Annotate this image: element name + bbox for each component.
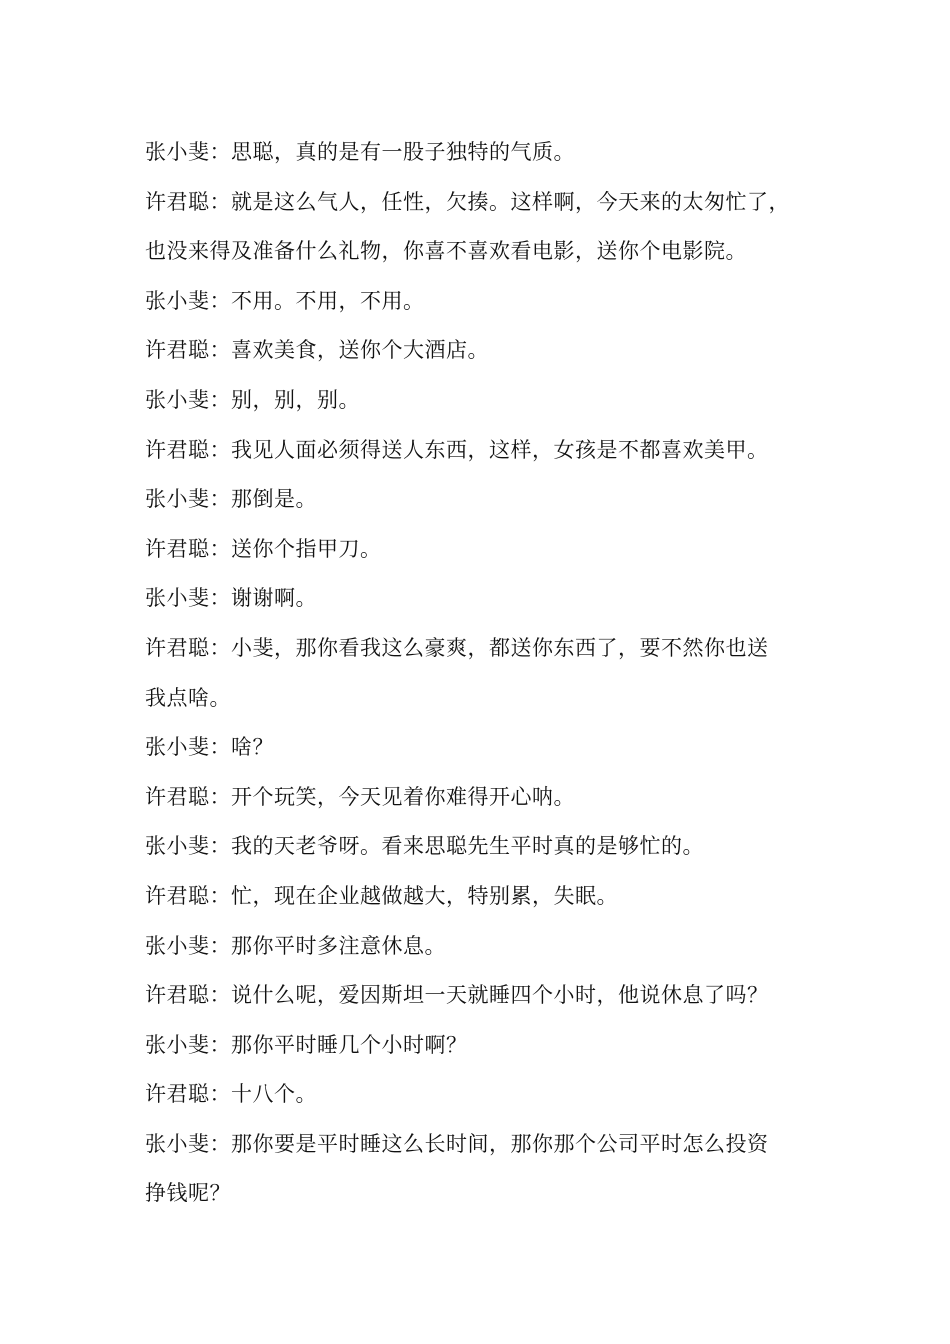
text-line: 张小斐：谢谢啊。 [145,586,317,611]
text-line: 张小斐：我的天老爷呀。看来思聪先生平时真的是够忙的。 [145,834,704,859]
dialogue-text [145,128,835,1219]
text-line: 张小斐：那你要是平时睡这么长时间，那你那个公司平时怎么投资 [145,1131,769,1156]
text-line: 许君聪：忙，现在企业越做越大，特别累，失眠。 [145,883,618,908]
text-line: 许君聪：十八个。 [145,1082,317,1107]
text-line: 许君聪：就是这么气人，任性，欠揍。这样啊，今天来的太匆忙了， [145,189,790,214]
text-line: 许君聪：送你个指甲刀。 [145,536,382,561]
text-line: 许君聪：我见人面必须得送人东西，这样，女孩是不都喜欢美甲。 [145,437,769,462]
text-line: 许君聪：说什么呢，爱因斯坦一天就睡四个小时，他说休息了吗？ [145,983,769,1008]
text-line: 张小斐：不用。不用，不用。 [145,288,425,313]
text-line: 挣钱呢？ [145,1181,231,1206]
text-line: 张小斐：啥？ [145,735,274,760]
text-line: 我点啥。 [145,685,231,710]
text-line: 许君聪：开个玩笑，今天见着你难得开心呐。 [145,784,575,809]
text-line: 张小斐：那你平时多注意休息。 [145,933,446,958]
text-line: 也没来得及准备什么礼物，你喜不喜欢看电影，送你个电影院。 [145,239,747,264]
text-line: 张小斐：那你平时睡几个小时啊？ [145,1032,468,1057]
text-line: 许君聪：小斐，那你看我这么豪爽，都送你东西了，要不然你也送 [145,635,769,660]
text-line: 许君聪：喜欢美食，送你个大酒店。 [145,338,489,363]
text-line: 张小斐：别，别，别。 [145,387,360,412]
text-line: 张小斐：那倒是。 [145,487,317,512]
text-line: 张小斐：思聪，真的是有一股子独特的气质。 [145,140,575,164]
